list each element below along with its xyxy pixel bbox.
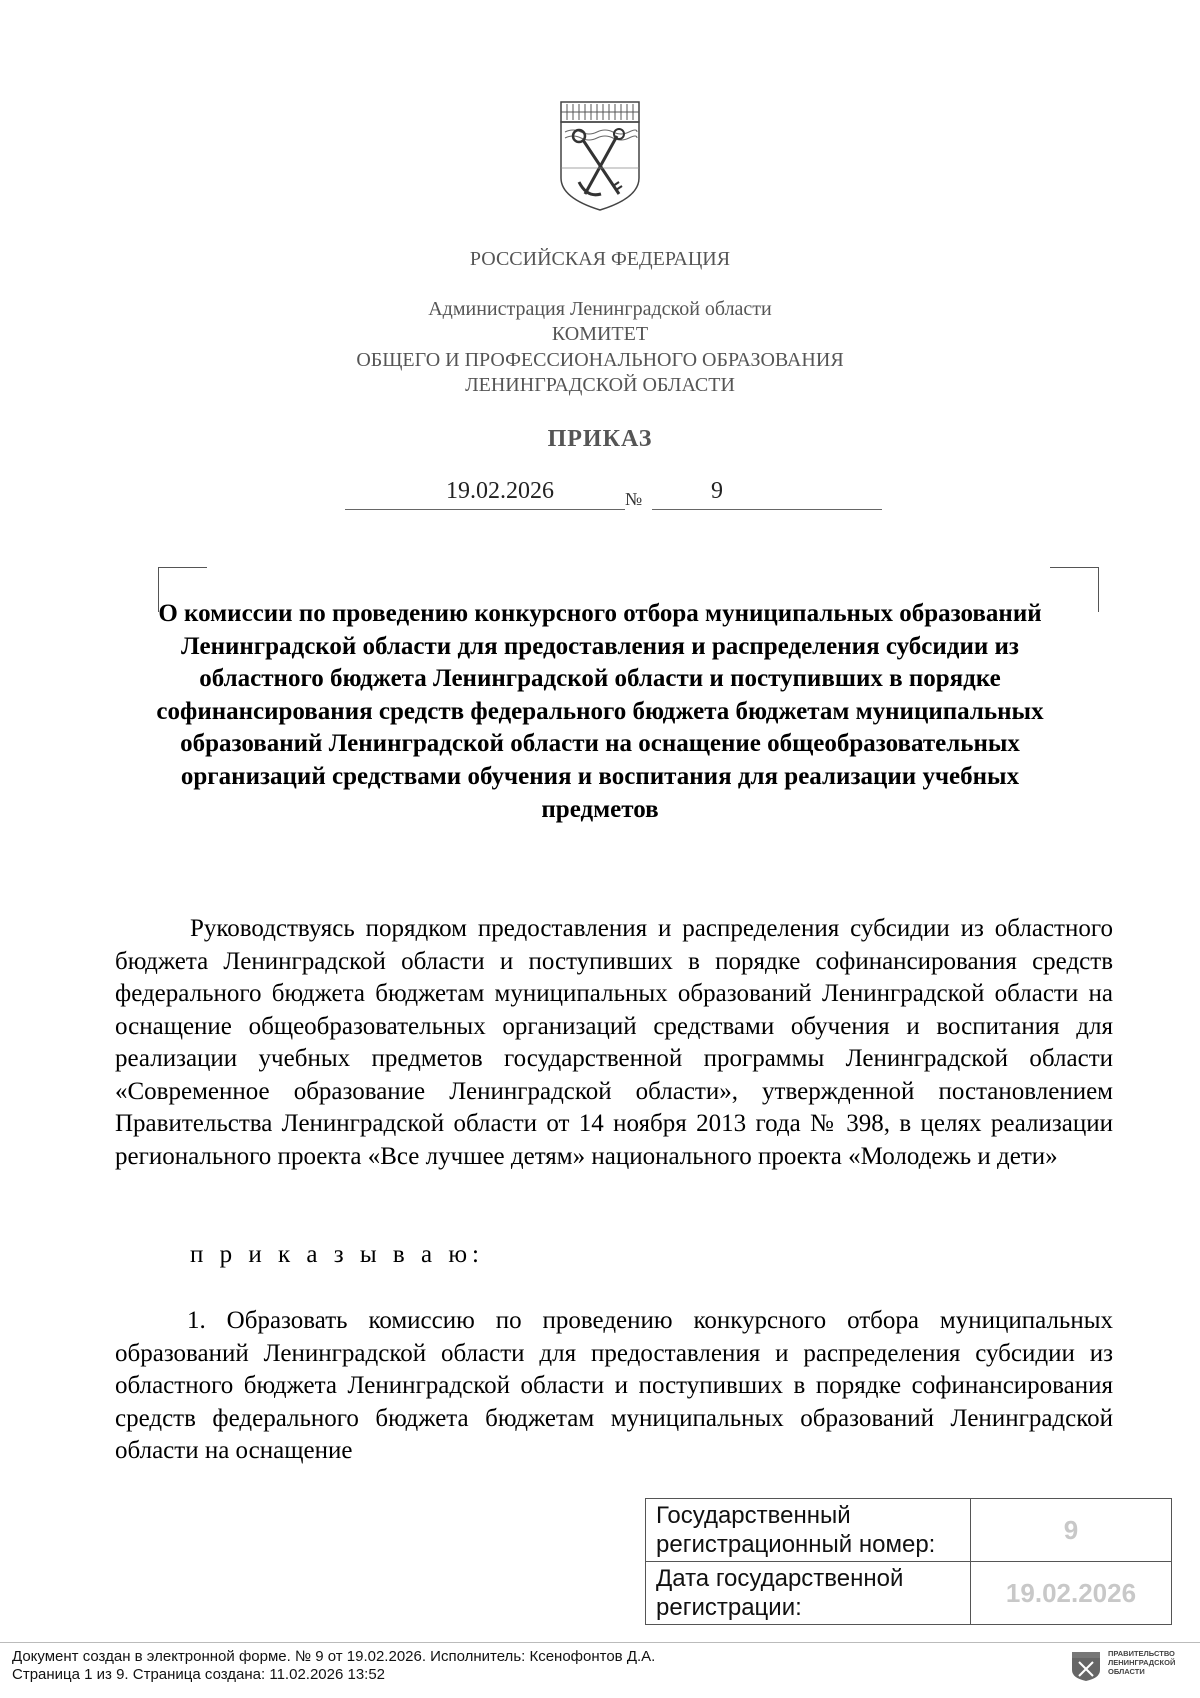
footer-divider <box>0 1642 1200 1643</box>
registration-date-value: 19.02.2026 <box>971 1562 1172 1625</box>
department-name-line2: ЛЕНИНГРАДСКОЙ ОБЛАСТИ <box>465 374 735 396</box>
department-name-line1: ОБЩЕГО И ПРОФЕССИОНАЛЬНОГО ОБРАЗОВАНИЯ <box>356 349 844 371</box>
registration-date-label: Дата государственной регистрации: <box>646 1562 971 1625</box>
order-verb: п р и к а з ы в а ю: <box>190 1241 484 1268</box>
number-sign: № <box>625 489 643 509</box>
subject-bracket-right <box>1050 567 1099 612</box>
registration-date-row <box>646 1562 1172 1625</box>
registration-table <box>645 1498 1172 1625</box>
preamble-paragraph: Руководствуясь порядком предоставления и распределения субсидии из областного бюджета Ленинградской области и поступивших в порядке софинансирования средств федерального бюджета бюджетам муниципальных образований Ленинградской области на оснащение общеобразовательных организаций средствами обучения и воспитания для реализации учебных предметов государственной программы Ленинградской области «Современное образование Ленинградской области», утвержденной постановлением Правительства Ленинградской области от 14 ноября 2013 года № 398, в целях реализации регионального проекта «Все лучшее детям» национального проекта «Молодежь и дети» <box>115 915 1113 1170</box>
order-number: 9 <box>711 478 723 504</box>
order-item-1: 1. Образовать комиссию по проведению конкурсного отбора муниципальных образований Ленинградской области для предоставления и распределения субсидии из областного бюджета Ленинградской области и поступивших в порядке софинансирования средств федерального бюджета бюджетам муниципальных образований Ленинградской области на оснащение <box>115 1307 1113 1464</box>
order-subject: О комиссии по проведению конкурсного отбора муниципальных образований Ленинградской области для предоставления и распределения субсидии из областного бюджета Ленинградской области и поступивших в порядке софинансирования средств федерального бюджета бюджетам муниципальных образований Ленинградской области на оснащение общеобразовательных организаций средствами обучения и воспитания для реализации учебных предметов <box>156 600 1044 823</box>
document-type-title: ПРИКАЗ <box>547 426 653 452</box>
coat-of-arms-icon <box>557 98 643 212</box>
registration-number-row <box>646 1499 1172 1562</box>
government-logo-text-line3: ОБЛАСТИ <box>1108 1667 1145 1676</box>
government-logo-text-line1: ПРАВИТЕЛЬСТВО <box>1108 1649 1175 1658</box>
registration-number-value: 9 <box>971 1499 1172 1562</box>
government-logo-icon <box>1070 1650 1102 1682</box>
government-logo-text-line2: ЛЕНИНГРАДСКОЙ <box>1108 1658 1176 1667</box>
committee-name: КОМИТЕТ <box>551 323 649 345</box>
footer-page-info: Страница 1 из 9. Страница создана: 11.02.2026 13:52 <box>12 1666 386 1683</box>
administration-name: Администрация Ленинградской области <box>428 298 772 320</box>
country-name: РОССИЙСКАЯ ФЕДЕРАЦИЯ <box>469 248 731 270</box>
government-logo-text <box>1108 1649 1198 1676</box>
order-date: 19.02.2026 <box>446 478 554 504</box>
date-underline <box>345 509 625 510</box>
registration-number-label: Государственный регистрационный номер: <box>646 1499 971 1562</box>
footer-document-info: Документ создан в электронной форме. № 9 от 19.02.2026. Исполнитель: Ксенофонтов Д.А. <box>12 1648 656 1665</box>
number-underline <box>652 509 882 510</box>
